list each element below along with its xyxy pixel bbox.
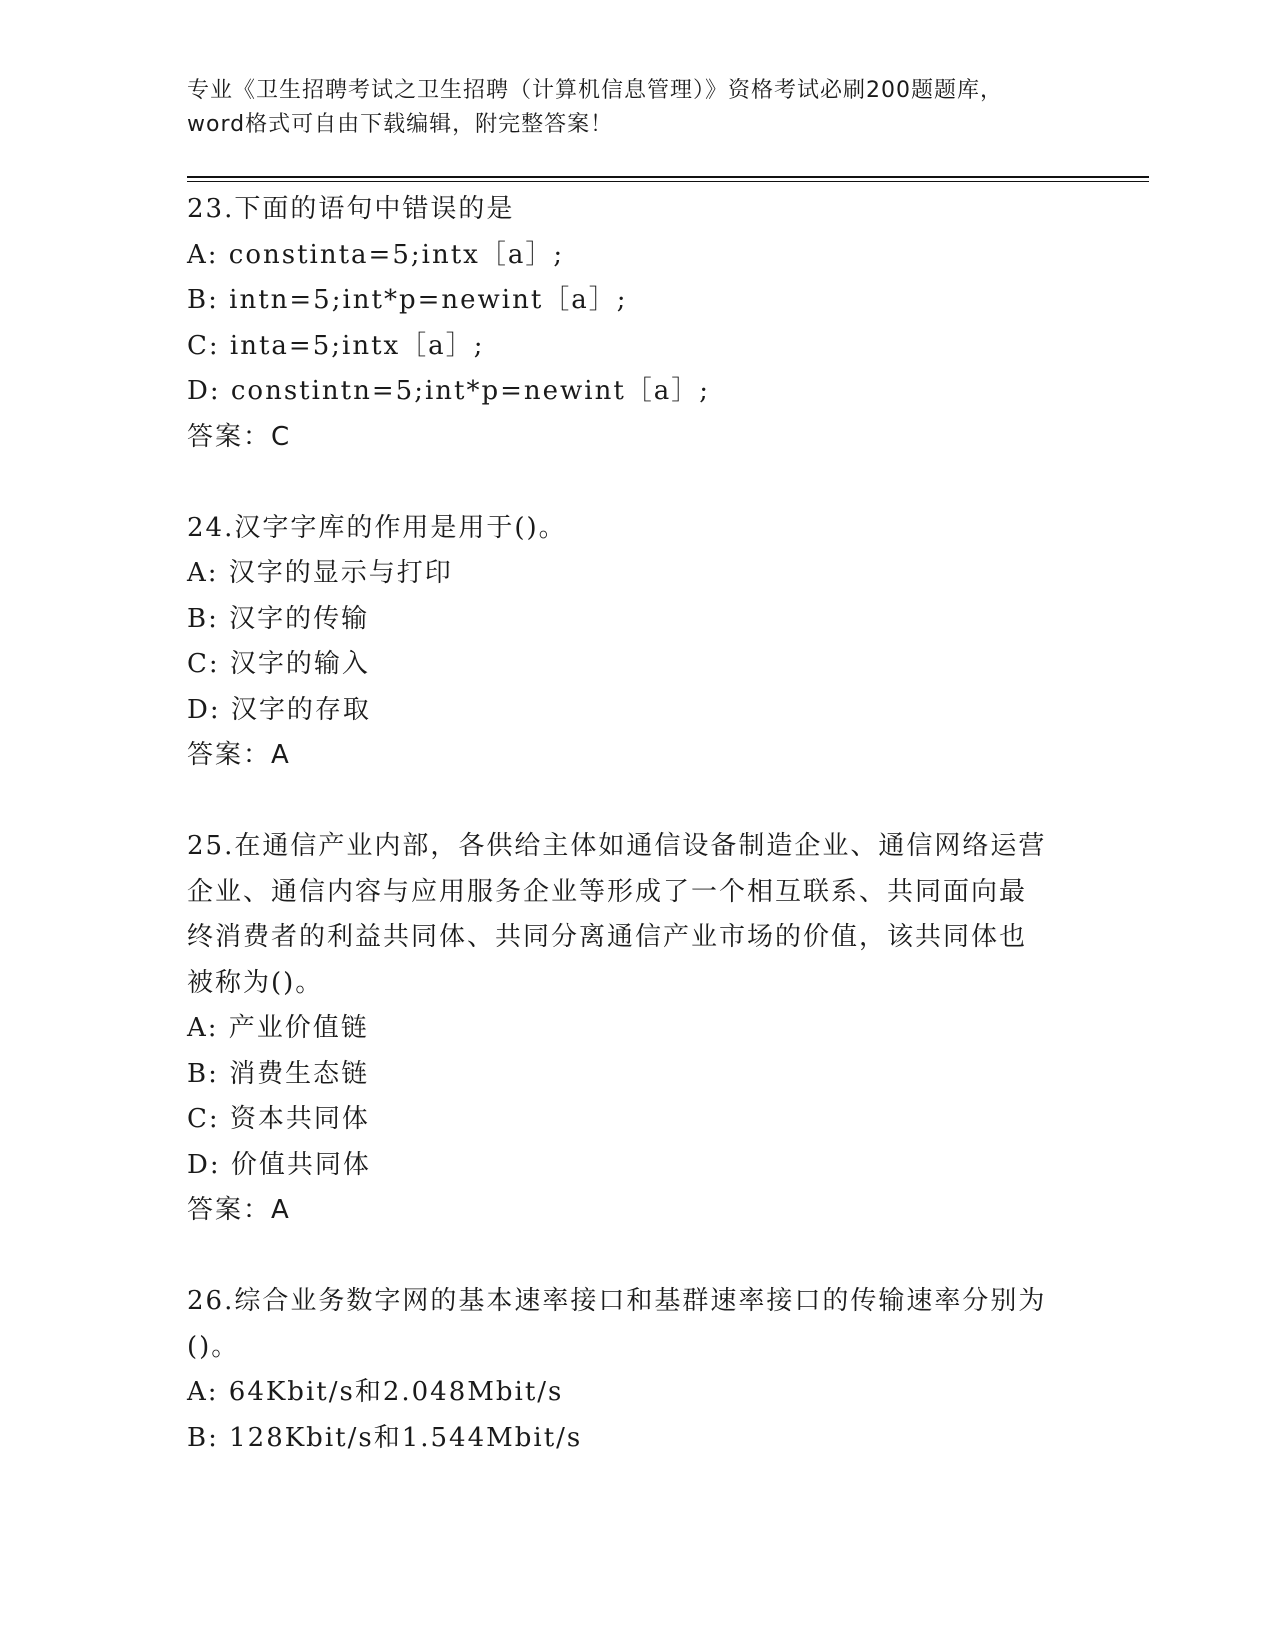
header-divider-thin (187, 181, 1149, 182)
question-24 (187, 506, 1087, 779)
option-a: A: 汉字的显示与打印 (187, 558, 453, 588)
question-stem-line-1: 26.综合业务数字网的基本速率接口和基群速率接口的传输速率分别为 (187, 1286, 1047, 1316)
header-divider (187, 176, 1149, 178)
option-a: A: 64Kbit/s和2.048Mbit/s (187, 1377, 564, 1407)
option-d: D: 价值共同体 (187, 1149, 371, 1180)
question-stem-line-2: ()。 (187, 1331, 240, 1362)
spacer (187, 1234, 1087, 1280)
question-stem: 23.下面的语句中错误的是 (187, 194, 515, 224)
option-c: C: inta=5;intx［a］; (187, 330, 485, 361)
question-stem-line-4: 被称为()。 (187, 967, 324, 998)
option-c: C: 资本共同体 (187, 1104, 370, 1134)
option-a: A: 产业价值链 (187, 1013, 369, 1043)
option-a: A: constinta=5;intx［a］; (187, 239, 565, 270)
answer: 答案：A (187, 740, 291, 770)
spacer (187, 460, 1087, 506)
document-header (187, 74, 1087, 142)
answer: 答案：A (187, 1195, 291, 1225)
option-b: B: 汉字的传输 (187, 603, 370, 634)
question-26 (187, 1279, 1087, 1461)
option-d: D: 汉字的存取 (187, 694, 371, 725)
header-line-2: word格式可自由下载编辑，附完整答案！ (187, 112, 614, 137)
option-b: B: 128Kbit/s和1.544Mbit/s (187, 1422, 583, 1453)
header-line-1: 专业《卫生招聘考试之卫生招聘（计算机信息管理）》资格考试必刷200题题库， (187, 78, 1003, 103)
spacer (187, 779, 1087, 825)
option-b: B: intn=5;int*p=newint［a］; (187, 285, 628, 315)
answer: 答案：C (187, 421, 292, 452)
question-stem-line-2: 企业、通信内容与应用服务企业等形成了一个相互联系、共同面向最 (187, 876, 1028, 907)
question-23 (187, 187, 1087, 460)
question-stem: 24.汉字字库的作用是用于()。 (187, 512, 567, 543)
question-stem-line-1: 25.在通信产业内部，各供给主体如通信设备制造企业、通信网络运营 (187, 831, 1047, 861)
question-list (187, 187, 1087, 1461)
question-25 (187, 824, 1087, 1234)
option-c: C: 汉字的输入 (187, 649, 370, 679)
option-b: B: 消费生态链 (187, 1058, 370, 1089)
question-stem-line-3: 终消费者的利益共同体、共同分离通信产业市场的价值，该共同体也 (187, 922, 1028, 952)
option-d: D: constintn=5;int*p=newint［a］; (187, 376, 711, 406)
